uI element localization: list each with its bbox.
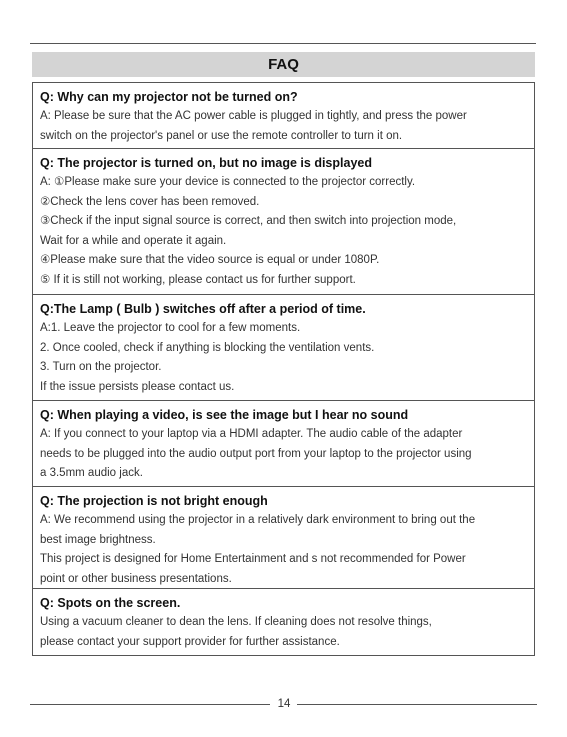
faq-answer-line: please contact your support provider for further assistance. — [40, 635, 340, 648]
faq-answer-line: best image brightness. — [40, 533, 156, 546]
faq-answer-line: 2. Once cooled, check if anything is blocking the ventilation vents. — [40, 341, 375, 354]
faq-heading: FAQ — [32, 52, 535, 77]
faq-question: Q:The Lamp ( Bulb ) switches off after a period of time. — [40, 302, 366, 316]
faq-question: Q: When playing a video, is see the image but I hear no sound — [40, 408, 409, 422]
page-number: 14 — [277, 698, 291, 710]
faq-answer-line: Wait for a while and operate it again. — [40, 234, 227, 247]
faq-answer-line: A: If you connect to your laptop via a HDMI adapter. The audio cable of the adapter — [40, 428, 463, 440]
top-divider — [30, 43, 536, 44]
faq-item — [33, 487, 534, 589]
faq-answer-line: Using a vacuum cleaner to dean the lens. If cleaning does not resolve things, — [40, 616, 432, 628]
faq-item — [33, 149, 534, 295]
faq-question: Q: Spots on the screen. — [40, 596, 181, 610]
faq-item — [33, 589, 534, 655]
footer-divider-right — [297, 704, 537, 705]
faq-answer-line: A: ①Please make sure your device is connected to the projector correctly. — [40, 176, 416, 188]
faq-answer-line: A: Please be sure that the AC power cable is plugged in tightly, and press the power — [40, 110, 467, 122]
faq-answer-line: 3. Turn on the projector. — [40, 361, 162, 373]
faq-answer-line: ③Check if the input signal source is correct, and then switch into projection mode, — [40, 215, 457, 227]
faq-answer-line: switch on the projector's panel or use the remote controller to turn it on. — [40, 129, 403, 142]
faq-item — [33, 83, 534, 149]
faq-answer-line: If the issue persists please contact us. — [40, 380, 235, 393]
faq-answer-line: needs to be plugged into the audio output port from your laptop to the projector using — [40, 447, 472, 460]
faq-item — [33, 295, 534, 401]
faq-answer-line: ⑤ If it is still not working, please contact us for further support. — [40, 273, 356, 286]
faq-answer-line: ②Check the lens cover has been removed. — [40, 195, 260, 208]
footer-divider-left — [30, 704, 270, 705]
faq-answer-line: a 3.5mm audio jack. — [40, 467, 143, 479]
faq-answer-line: A:1. Leave the projector to cool for a few moments. — [40, 322, 301, 334]
faq-table — [32, 82, 535, 656]
faq-question: Q: The projection is not bright enough — [40, 494, 268, 508]
faq-answer-line: This project is designed for Home Entertainment and s not recommended for Power — [40, 553, 466, 565]
faq-item — [33, 401, 534, 487]
faq-answer-line: ④Please make sure that the video source is equal or under 1080P. — [40, 254, 380, 266]
faq-answer-line: point or other business presentations. — [40, 572, 232, 585]
faq-question: Q: Why can my projector not be turned on? — [40, 90, 298, 104]
faq-answer-line: A: We recommend using the projector in a relatively dark environment to bring out the — [40, 514, 476, 526]
faq-question: Q: The projector is turned on, but no image is displayed — [40, 156, 372, 170]
